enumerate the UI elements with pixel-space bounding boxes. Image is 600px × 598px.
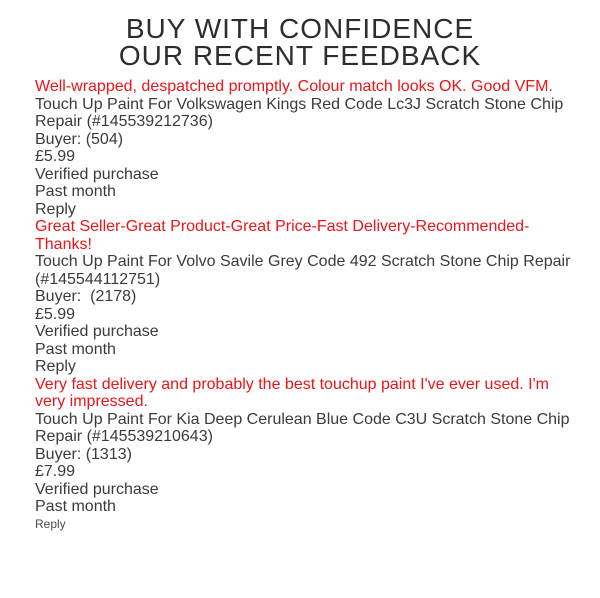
feedback-price: £7.99 — [35, 463, 76, 480]
feedback-buyer: Buyer: (1313) — [35, 445, 132, 463]
page-title-line-2: OUR RECENT FEEDBACK — [118, 40, 482, 71]
feedback-entry-1 — [35, 78, 574, 218]
feedback-price: £5.99 — [35, 305, 76, 323]
reply-link[interactable]: Reply — [35, 358, 76, 375]
feedback-period: Past month — [35, 340, 116, 358]
feedback-entry-3 — [35, 376, 574, 534]
verified-purchase-label: Verified purchase — [35, 323, 159, 340]
feedback-period: Past month — [35, 183, 116, 200]
page-title-line-1: BUY WITH CONFIDENCE — [125, 13, 475, 44]
feedback-item-title: Touch Up Paint For Kia Deep Cerulean Blue Code C3U Scratch Stone Chip Repair (#145539210643) — [35, 410, 574, 445]
feedback-comment: Great Seller-Great Product-Great Price-Fast Delivery-Recommended-Thanks! — [35, 218, 530, 253]
feedback-comment: Well-wrapped, despatched promptly. Colour match looks OK. Good VFM. — [35, 78, 553, 95]
feedback-buyer: Buyer: (504) — [35, 130, 124, 148]
feedback-buyer: Buyer: (2178) — [35, 288, 137, 305]
feedback-entry-2 — [35, 218, 574, 376]
feedback-item-title: Touch Up Paint For Volvo Savile Grey Code 492 Scratch Stone Chip Repair (#145544112751) — [35, 253, 575, 288]
reply-link[interactable]: Reply — [35, 200, 76, 218]
reply-link[interactable]: Reply — [35, 516, 66, 531]
verified-purchase-label: Verified purchase — [35, 165, 159, 183]
feedback-list — [35, 78, 574, 533]
feedback-period: Past month — [35, 498, 116, 515]
feedback-comment: Very fast delivery and probably the best touchup paint I've ever used. I'm very impressed. — [35, 375, 554, 410]
verified-purchase-label: Verified purchase — [35, 480, 159, 498]
page-title — [0, 0, 600, 69]
feedback-item-title: Touch Up Paint For Volkswagen Kings Red Code Lc3J Scratch Stone Chip Repair (#145539212736) — [35, 95, 568, 130]
feedback-price: £5.99 — [35, 148, 76, 165]
